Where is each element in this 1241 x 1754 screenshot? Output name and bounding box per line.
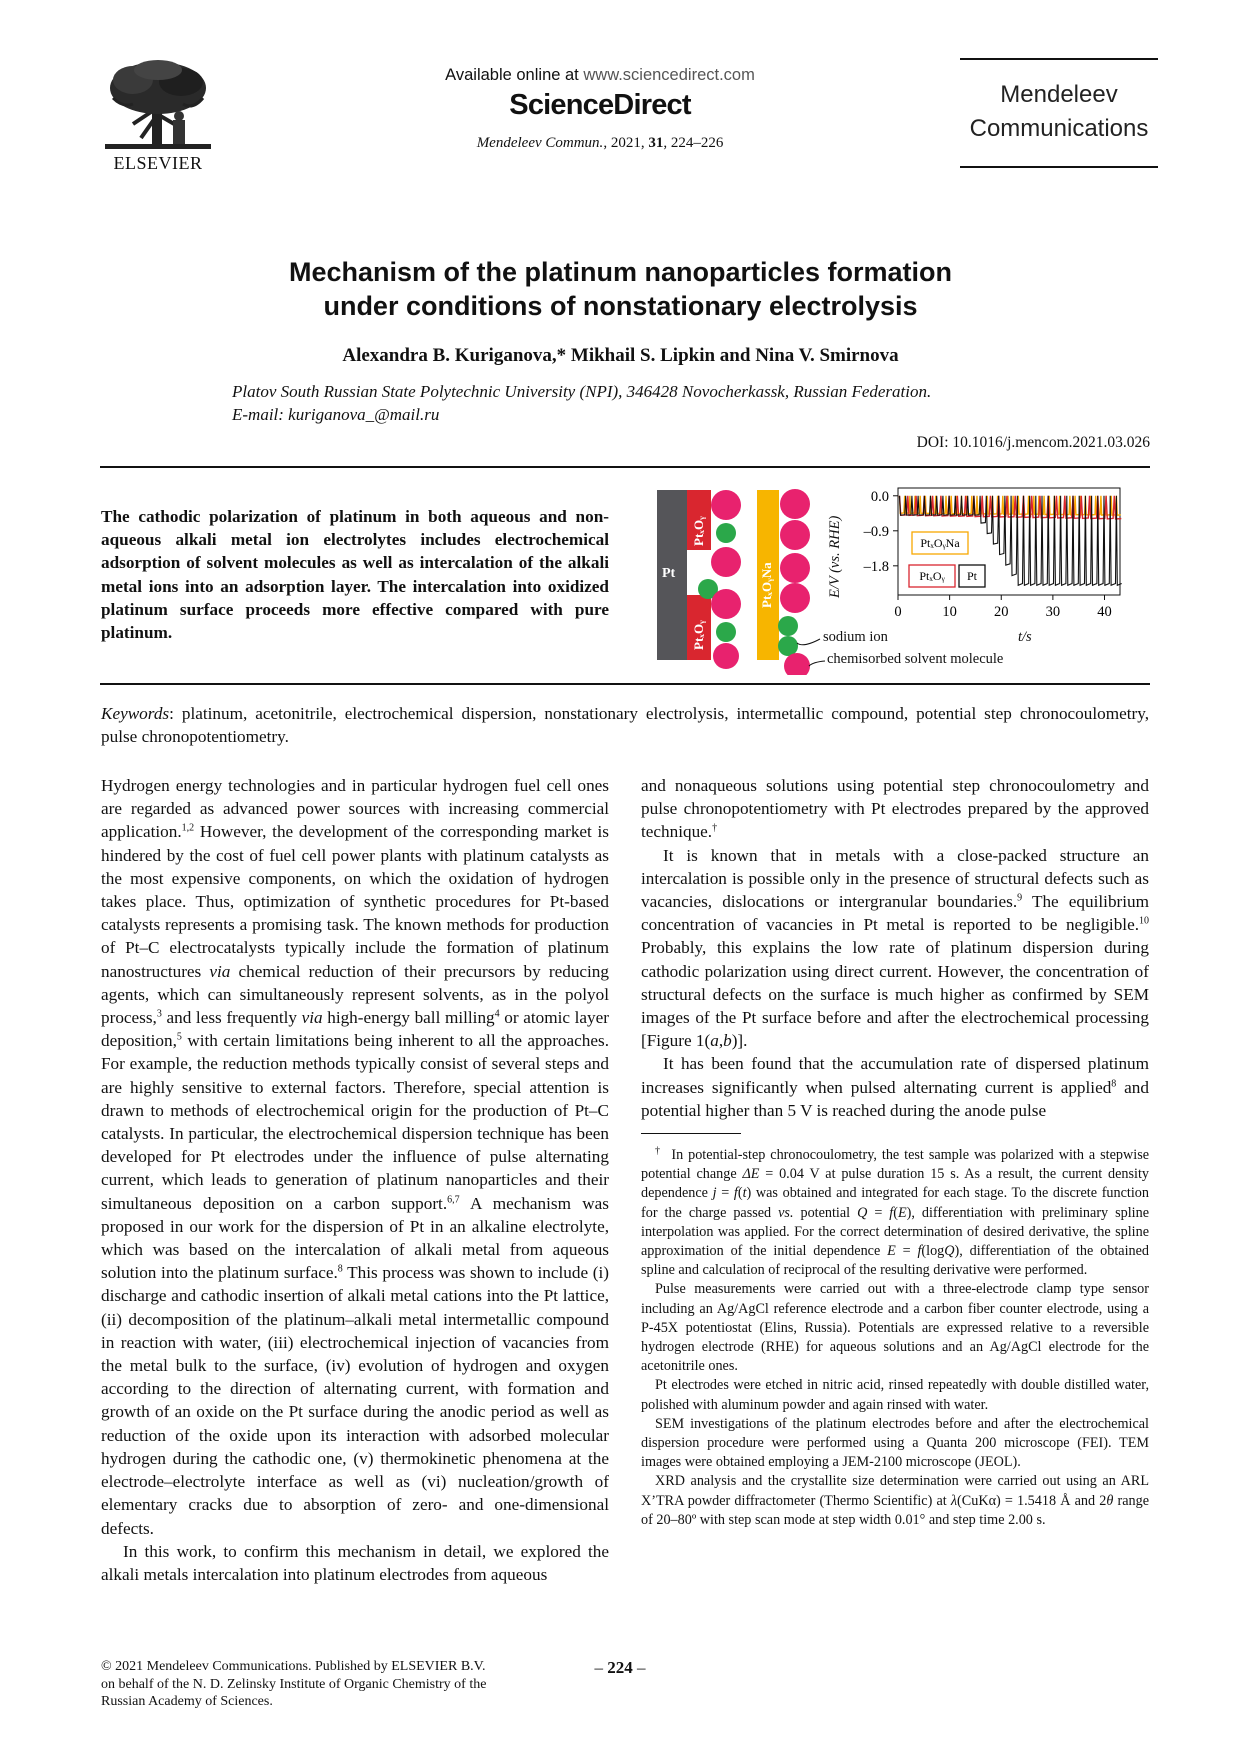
title-line2: under conditions of nonstationary electrolysis xyxy=(323,291,918,321)
paragraph-accumulation: It has been found that the accumulation rate of dispersed platinum increases significantly when pulsed alternating current is applied$^8$ and potential higher than 5 V is reached during the anode pulse xyxy=(641,1054,1149,1120)
journal-rule-bottom xyxy=(960,166,1158,168)
citation-year: , 2021, xyxy=(603,135,649,151)
body-column-right xyxy=(641,774,1149,1122)
keywords-label: Keywords xyxy=(101,704,170,723)
affiliation xyxy=(232,380,1132,426)
x-tick-label: 0 xyxy=(894,604,902,620)
journal-name xyxy=(960,78,1158,146)
ptxoyna-label: PtₓOᵧNa xyxy=(759,562,774,608)
y-tick-label: 0.0 xyxy=(870,488,889,505)
abstract: The cathodic polarization of platinum in both aqueous and nonaqueous alkali metal ion electrolytes includes electrochemical adsorption of solvent molecules as well as intercalation of the alkali metal ions into an adsorption layer. The intercalation into oxidized platinum surface proceeds more effective compared with pure platinum. xyxy=(101,507,609,643)
citation-journal: Mendeleev Commun. xyxy=(476,135,604,151)
article-title xyxy=(150,255,1091,323)
y-tick-label: –0.9 xyxy=(863,523,889,540)
journal-rule-top xyxy=(960,58,1158,60)
title-line1: Mechanism of the platinum nanoparticles formation xyxy=(288,257,953,287)
available-online xyxy=(380,66,820,85)
legend-label: PtₓOᵧNa xyxy=(920,536,960,550)
doi[interactable]: DOI: 10.1016/j.mencom.2021.03.026 xyxy=(916,434,1150,451)
journal-citation xyxy=(380,135,820,152)
abstract-rule-bottom xyxy=(100,683,1150,685)
paragraph-this-work: In this work, to confirm this mechanism in detail, we explored the alkali metals intercalation into platinum electrodes from aqueous xyxy=(101,1541,609,1584)
elsevier-wordmark: ELSEVIER xyxy=(113,153,203,173)
x-tick-label: 30 xyxy=(1045,604,1061,620)
legend-solvent-molecule: chemisorbed solvent molecule xyxy=(827,651,1004,667)
paragraph-continued: and nonaqueous solutions using potential step chronocoulometry and pulse chronopotentiometry with Pt electrodes prepared by the approved technique.† xyxy=(641,776,1149,842)
copyright-line1: © 2021 Mendeleev Communications. Published by ELSEVIER B.V. xyxy=(101,1659,486,1674)
elsevier-tree-icon xyxy=(103,58,213,150)
abstract-rule-top xyxy=(100,466,1150,468)
footnote-rule xyxy=(641,1133,741,1134)
citation-volume: 31 xyxy=(648,135,664,151)
legend-label: PtₓOᵧ xyxy=(919,569,945,583)
page-number-value: 224 xyxy=(607,1658,633,1677)
paragraph-intercalation: It is known that in metals with a close-packed structure an intercalation is possible only in the presence of structural defects such as vacancies, dislocations or intergranular boundaries.$^9$ The equilibrium concentration of vacancies in Pt metal is reported to be negligible.$^{10}$ Probably, this explains the low rate of platinum dispersion during cathodic polarization using direct current. However, the concentration of structural defects on the surface is much higher as confirmed by SEM images of the Pt surface before and after the electrochemical processing [Figure 1(a,b)]. xyxy=(641,845,1149,1051)
footnote xyxy=(641,1146,1149,1530)
x-tick-label: 20 xyxy=(994,604,1009,620)
ptxoy-bottom-label: PtₓOᵧ xyxy=(691,620,706,650)
x-tick-label: 10 xyxy=(942,604,957,620)
author-email[interactable]: E-mail: kuriganova_@mail.ru xyxy=(232,405,440,424)
sciencedirect-link[interactable]: www.sciencedirect.com xyxy=(583,66,755,84)
legend-label: Pt xyxy=(966,569,978,583)
graphical-abstract xyxy=(655,480,1130,675)
potential-time-chart xyxy=(655,480,1130,675)
footnote-sem: SEM investigations of the platinum electrodes before and after the electrochemical dispersion procedure were performed using a Quanta 200 microscope (FEI). TEM images were obtained employing a JEM-2100 microscope (JEOL). xyxy=(641,1415,1149,1471)
paragraph-intro: Hydrogen energy technologies and in particular hydrogen fuel cell ones are regarded as advanced power sources with increasing commercial application.$^{1,2}$ However, the development of the corresponding market is hindered by the cost of fuel cell power plants with platinum catalysts as the most expensive components, on which the oxidation of hydrogen takes place. Thus, optimization of synthetic procedures for Pt-based catalysts represents a promising task. The known methods for production of Pt–C electrocatalysts typically include the formation of platinum nanostructures via chemical reduction of their precursors by reducing agents, which can simultaneously represent solvents, as in the polyol process,$^3$ and less frequently via high-energy ball milling$^4$ or atomic layer deposition,$^5$ with certain limitations being inherent to all the approaches. For example, the reduction methods typically consist of several steps and are highly sensitive to external factors. Therefore, special attention is drawn to methods of electrochemical origin for the production of Pt–C catalysts. In particular, the electrochemical dispersion technique has been developed for Pt electrodes under the influence of pulse alternating current, which leads to generation of platinum nanoparticles and their simultaneous deposition on a carbon support.$^{6,7}$ A mechanism was proposed in our work for the dispersion of Pt in an alkaline electrolyte, which was based on the intercalation of alkali metal from aqueous solution into the platinum surface.$^8$ This process was shown to include (i) discharge and cathodic insertion of alkali metal cations into the Pt lattice, (ii) decomposition of the platinum–alkali metal intermetallic compound in reaction with water, (iii) electrochemical injection of vacancies from the metal bulk to the surface, (iv) evolution of hydrogen and oxygen according to the direction of alternating current, with formation and growth of an oxide on the Pt surface during the anodic period as well as reduction of the oxide upon its interaction with adsorbed molecular hydrogen during the cathodic one, (v) thermokinetic phenomena at the electrode–electrolyte interface as well as (vi) nucleation/growth of elementary cracks due to absorption of zero- and one-dimensional defects. xyxy=(101,776,609,1538)
y-tick-label: –1.8 xyxy=(863,558,889,575)
keywords-list: : platinum, acetonitrile, electrochemical dispersion, nonstationary electrolysis, intermetallic compound, potential step chronocoulometry, pulse chronopotentiometry. xyxy=(101,704,1149,747)
chart-xlabel: t/s xyxy=(1018,629,1032,645)
available-prefix: Available online at xyxy=(445,66,584,84)
page-number: – 224 – xyxy=(594,1658,646,1677)
pt-label: Pt xyxy=(662,566,676,581)
sciencedirect-wordmark: ScienceDirect xyxy=(509,89,691,121)
affiliation-text: Platov South Russian State Polytechnic University (NPI), 346428 Novocherkassk, Russian Federation. xyxy=(232,382,932,401)
ptxoy-top-label: PtₓOᵧ xyxy=(691,516,706,546)
legend-sodium-ion: sodium ion xyxy=(823,629,888,645)
copyright-line2: on behalf of the N. D. Zelinsky Institute of Organic Chemistry of the xyxy=(101,1676,487,1692)
x-tick-label: 40 xyxy=(1097,604,1112,620)
footnote-chronocoulometry: † In potential-step chronocoulometry, the test sample was polarized with a stepwise potential change ΔE = 0.04 V at pulse duration 15 s. As a result, the current density dependence j = f(t) was obtained and integrated for each stage. To the discrete function for the charge passed vs. potential Q = f(E), differentiation with preliminary spline interpolation was applied. For the correct determination of desired derivative, the spline approximation of the initial dependence E = f(logQ), differentiation of the obtained spline and calculation of reciprocal of the resulting derivative were performed. xyxy=(641,1145,1150,1279)
copyright xyxy=(101,1658,571,1711)
body-column-left xyxy=(101,774,609,1586)
authors: Alexandra B. Kuriganova,* Mikhail S. Lipkin and Nina V. Smirnova xyxy=(342,345,899,366)
footnote-pulse: Pulse measurements were carried out with a three-electrode clamp type sensor including an Ag/AgCl reference electrode and a carbon fiber counter electrode, using a P-45X potentiostat (Elins, Russia). Potentials are expressed relative to a reversible hydrogen electrode (RHE) for aqueous solutions and an Ag/AgCl electrode for the acetonitrile ones. xyxy=(641,1281,1149,1375)
journal-name-line1: Mendeleev xyxy=(1000,81,1118,108)
copyright-line3: Russian Academy of Sciences. xyxy=(101,1694,273,1709)
footnote-etching: Pt electrodes were etched in nitric acid, rinsed repeatedly with double distilled water, polished with aluminum powder and again rinsed with water. xyxy=(641,1377,1149,1413)
citation-pages: , 224–226 xyxy=(663,135,724,151)
footnote-xrd: XRD analysis and the crystallite size determination were carried out using an ARL X’TRA powder diffractometer (Thermo Scientific) at λ(CuKα) = 1.5418 Å and 2θ range of 20–80º with step scan mode at step width 0.01° and step time 2.00 s. xyxy=(641,1473,1149,1528)
chart-ylabel: E/V (vs. RHE) xyxy=(827,515,843,598)
keywords xyxy=(101,702,1149,748)
journal-name-line2: Communications xyxy=(969,115,1149,142)
elsevier-logo xyxy=(103,58,213,173)
